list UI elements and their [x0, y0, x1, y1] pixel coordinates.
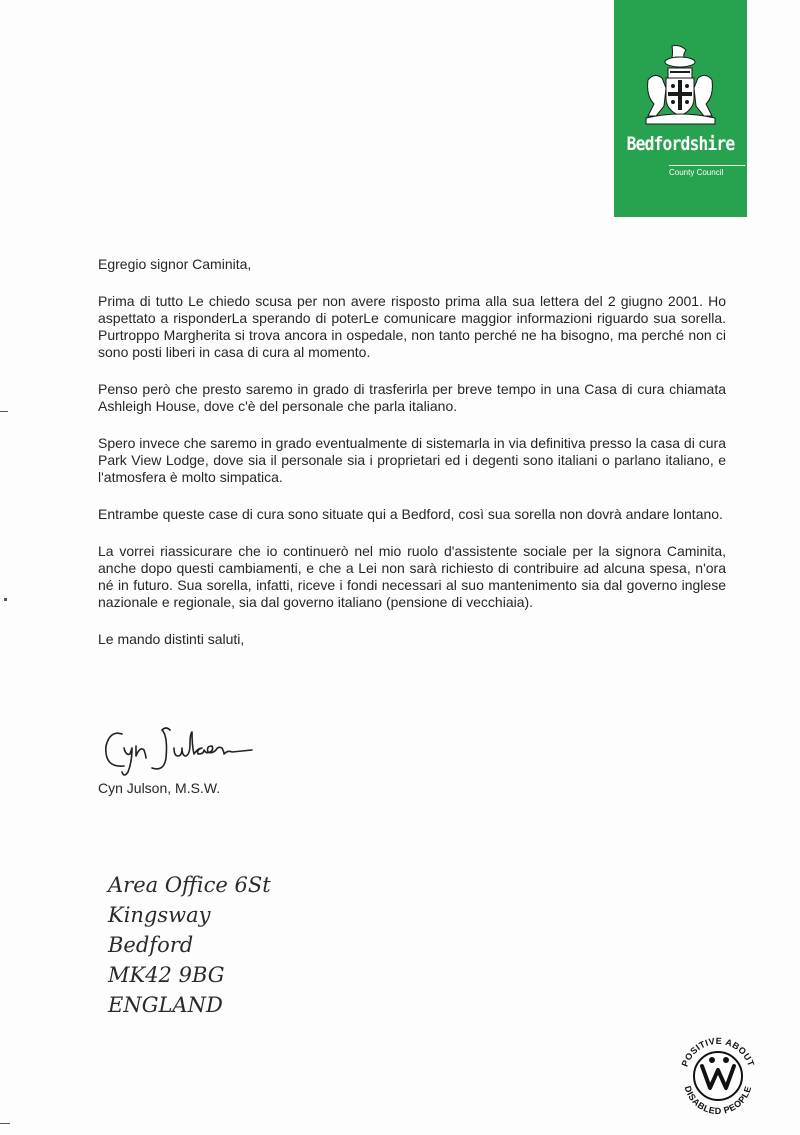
address-line: Area Office 6St: [108, 873, 271, 897]
signer-name: Cyn Julson, M.S.W.: [98, 780, 221, 796]
closing: Le mando distinti saluti,: [98, 631, 245, 647]
handwritten-address: [108, 870, 271, 1020]
badge-bottom-text: DISABLED PEOPLE: [682, 1084, 754, 1117]
address-line: MK42 9BG: [108, 963, 225, 987]
coat-of-arms-icon: [642, 44, 719, 126]
scan-mark: [0, 411, 8, 412]
logo-wordmark: Bedfordshire: [626, 133, 735, 155]
positive-about-disabled-people-badge: [672, 1030, 764, 1122]
paragraph: Entrambe queste case di cura sono situate qui a Bedford, così sua sorella non dovrà andare lontano.: [98, 506, 723, 522]
paragraph: Prima di tutto Le chiedo scusa per non avere risposto prima alla sua lettera del 2 giugno 2001. Ho aspettato a risponderLa sperando di poterLe comunicare maggior informazioni riguardo sua sorella. Purtroppo Margherita si trova ancora in ospedale, non tanto perché ne ha bisogno, ma perché non ci sono posti liberi in casa di cura al momento.: [98, 293, 726, 360]
letter-body: [98, 256, 726, 648]
bedfordshire-logo: [614, 0, 747, 217]
paragraph: La vorrei riassicurare che io continuerò nel mio ruolo d'assistente sociale per la signora Caminita, anche dopo questi cambiamenti, e che a Lei non sarà richiesto di contribuire ad alcuna spesa, n'ora né in futuro. Sua sorella, infatti, riceve i fondi necessari al suo mantenimento sia dal governo inglese nazionale e regionale, sia dal governo italiano (pensione di vecchiaia).: [98, 543, 726, 610]
address-line: ENGLAND: [108, 993, 223, 1017]
greeting: Egregio signor Caminita,: [98, 256, 252, 272]
scan-mark: [0, 1123, 10, 1124]
address-line: Bedford: [108, 933, 194, 957]
handwritten-signature: [100, 724, 290, 780]
paragraph: Spero invece che saremo in grado eventualmente di sistemarla in via definitiva presso la casa di cura Park View Lodge, dove sia il personale sia i proprietari ed i degenti sono italiani o parlano italiano, e l'atmosfera è molto simpatica.: [98, 435, 726, 485]
paragraph: Penso però che presto saremo in grado di trasferirla per breve tempo in una Casa di cura chiamata Ashleigh House, dove c'è del personale che parla italiano.: [98, 381, 726, 414]
badge-top-text: POSITIVE ABOUT: [679, 1035, 757, 1068]
scan-mark: [4, 598, 7, 601]
address-line: Kingsway: [108, 903, 211, 927]
logo-subtitle: County Council: [669, 165, 745, 177]
